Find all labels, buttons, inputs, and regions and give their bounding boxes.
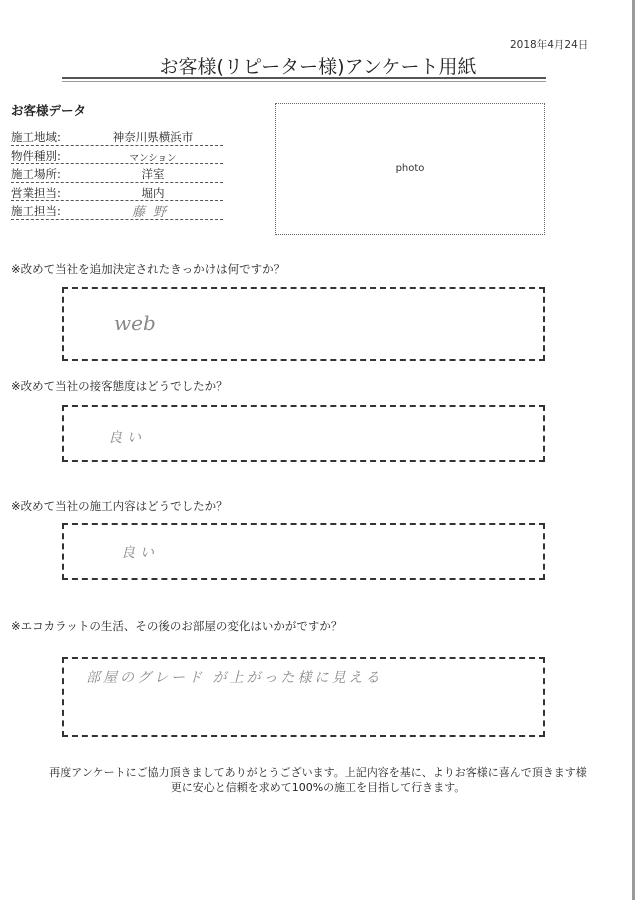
- handwritten-answer-3: 良い: [121, 545, 159, 561]
- footer-message-line-1: 再度アンケートにご協力頂きましてありがとうございます。上記内容を基に、よりお客様に喜んで頂きます様: [49, 766, 587, 779]
- info-row-installer: [11, 201, 223, 220]
- question-1: ※改めて当社を追加決定されたきっかけは何ですか？: [11, 262, 286, 276]
- handwritten-answer-4: 部屋のグレード が上がった様に見える: [86, 670, 383, 686]
- info-label: 施工場所:: [11, 167, 61, 181]
- info-value: 洋室: [141, 167, 165, 181]
- info-label: 施工地域:: [11, 130, 61, 144]
- answer-box-3: [62, 523, 545, 580]
- handwritten-answer-2: 良い: [108, 430, 146, 446]
- question-2: ※改めて当社の接客態度はどうでしたか？: [11, 379, 228, 393]
- photo-placeholder: [275, 103, 545, 235]
- document-date: 2018年4月24日: [510, 39, 589, 51]
- title-underline: [62, 77, 546, 82]
- info-row-area: [11, 127, 223, 146]
- info-value: 堀内: [141, 185, 165, 200]
- info-value: 神奈川県横浜市: [112, 130, 194, 144]
- info-label: 営業担当:: [11, 185, 61, 200]
- scan-edge-line: [632, 0, 635, 900]
- info-label: 施工担当:: [11, 204, 61, 218]
- answer-box-1: [62, 287, 545, 361]
- answer-box-2: [62, 405, 545, 462]
- handwritten-installer-name: 藤野: [131, 205, 174, 220]
- document-title: お客様(リピーター様)アンケート用紙: [159, 56, 477, 78]
- footer-message-line-2: 更に安心と信頼を求めて100%の施工を目指して行きます。: [170, 781, 466, 794]
- info-label: 物件種別:: [11, 148, 61, 163]
- answer-box-4: [62, 657, 545, 737]
- info-value: マンション: [129, 152, 177, 164]
- info-row-property-type: [11, 146, 223, 165]
- question-3: ※改めて当社の施工内容はどうでしたか？: [11, 499, 228, 513]
- handwritten-answer-1: web: [114, 311, 156, 335]
- question-4: ※エコカラットの生活、その後のお部屋の変化はいかがですか？: [11, 619, 343, 633]
- info-row-sales-rep: [11, 183, 223, 202]
- customer-data-heading: お客様データ: [11, 103, 87, 118]
- info-row-location: [11, 164, 223, 183]
- customer-data-table: [11, 127, 223, 220]
- photo-label: photo: [395, 163, 425, 174]
